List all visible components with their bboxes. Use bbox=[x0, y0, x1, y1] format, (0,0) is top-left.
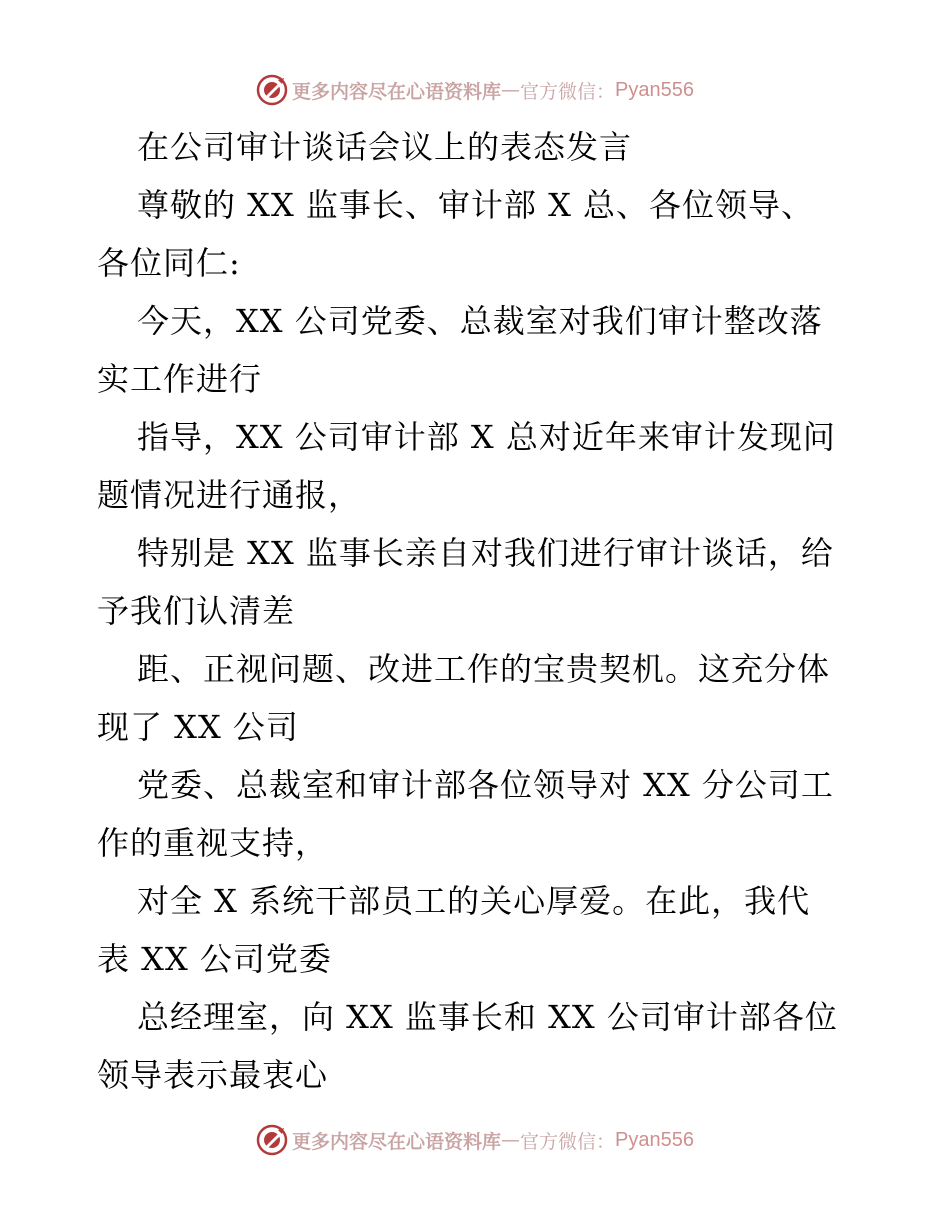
document-body bbox=[97, 118, 857, 1104]
paragraph-line: 表 XX 公司党委 bbox=[97, 940, 332, 978]
footer-banner bbox=[0, 1120, 950, 1160]
paragraph-line: 特别是 XX 监事长亲自对我们进行审计谈话，给 bbox=[137, 534, 834, 572]
paragraph-line: 实工作进行 bbox=[97, 360, 263, 398]
banner-wechat-id: Pyan556 bbox=[615, 78, 694, 101]
banner-wechat-label: 官方微信： bbox=[520, 1130, 616, 1153]
paragraph-line: 总经理室，向 XX 监事长和 XX 公司审计部各位 bbox=[137, 998, 838, 1036]
paragraph-line: 题情况进行通报， bbox=[97, 476, 362, 514]
paragraph-line: 现了 XX 公司 bbox=[97, 708, 299, 746]
document-title: 在公司审计谈话会议上的表态发言 bbox=[137, 128, 633, 166]
banner-wechat-id: Pyan556 bbox=[615, 1128, 694, 1151]
paragraph-line: 予我们认清差 bbox=[97, 592, 296, 630]
banner-main-text: 更多内容尽在心语资料库 bbox=[292, 1130, 502, 1153]
banner-wechat-label: 官方微信： bbox=[520, 80, 616, 103]
salutation-line: 尊敬的 XX 监事长、审计部 X 总、各位领导、 bbox=[137, 186, 815, 224]
brand-logo-icon bbox=[256, 74, 288, 106]
paragraph-line: 今天，XX 公司党委、总裁室对我们审计整改落 bbox=[137, 302, 823, 340]
banner-separator: — bbox=[501, 79, 521, 101]
paragraph-line: 作的重视支持， bbox=[97, 824, 329, 862]
banner-separator: — bbox=[501, 1129, 521, 1151]
paragraph-line: 领导表示最衷心 bbox=[97, 1056, 329, 1094]
paragraph-line: 对全 X 系统干部员工的关心厚爱。在此，我代 bbox=[137, 882, 811, 920]
brand-logo-icon bbox=[256, 1124, 288, 1156]
banner-main-text: 更多内容尽在心语资料库 bbox=[292, 80, 502, 103]
paragraph-line: 指导，XX 公司审计部 X 总对近年来审计发现问 bbox=[137, 418, 836, 456]
paragraph-line: 距、正视问题、改进工作的宝贵契机。这充分体 bbox=[137, 650, 831, 688]
header-banner bbox=[0, 70, 950, 110]
paragraph-line: 党委、总裁室和审计部各位领导对 XX 分公司工 bbox=[137, 766, 834, 804]
salutation-line-cont: 各位同仁: bbox=[97, 244, 241, 282]
